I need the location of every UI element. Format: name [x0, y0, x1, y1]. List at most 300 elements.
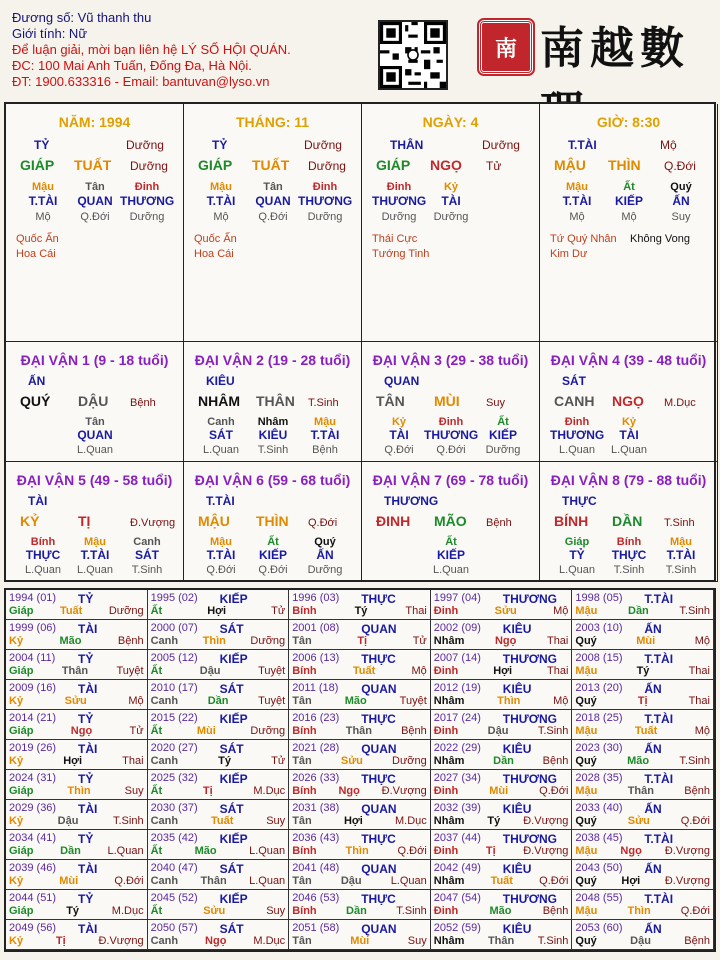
ten-god-star: TỶ	[212, 138, 228, 152]
year-branch: Sửu	[64, 695, 87, 707]
year-cell	[6, 590, 148, 620]
year-label: 2052 (59)	[433, 922, 481, 934]
year-star: T.TÀI	[644, 832, 674, 846]
year-stage: Tử	[412, 635, 427, 647]
year-cell	[6, 740, 148, 770]
year-stem: Quý	[575, 875, 597, 887]
hidden-star: T.TÀI	[206, 548, 236, 562]
year-stem: Quý	[575, 695, 597, 707]
year-label: 2016 (23)	[292, 712, 340, 724]
shensha-item: Hoa Cái	[16, 248, 56, 260]
year-stem: Mậu	[575, 845, 598, 857]
hidden-stem: Kỷ	[621, 416, 637, 428]
hidden-star: THỰC	[611, 548, 647, 562]
year-cell	[148, 710, 290, 740]
year-cell	[6, 710, 148, 740]
year-stem: Ất	[150, 845, 163, 857]
year-stage: Tử	[271, 605, 286, 617]
year-label: 2049 (56)	[9, 922, 57, 934]
year-label: 2009 (16)	[9, 682, 57, 694]
hidden-star: THỰC	[25, 548, 61, 562]
year-stem: Nhâm	[433, 875, 465, 887]
year-star: SÁT	[219, 922, 244, 936]
year-stage: Bệnh	[117, 635, 144, 647]
life-stage: M.Dục	[664, 397, 696, 409]
heavenly-stem: GIÁP	[20, 157, 55, 173]
year-stage: Mộ	[694, 635, 710, 647]
hidden-stage: T.Sinh	[613, 564, 645, 576]
year-stem-branch	[151, 845, 286, 857]
year-stem-branch	[292, 905, 427, 917]
year-branch: Tuất	[634, 725, 658, 737]
qr-code[interactable]	[378, 20, 448, 90]
year-stem-branch	[575, 845, 710, 857]
year-stem-branch	[292, 695, 427, 707]
year-branch: Thân	[61, 665, 89, 677]
year-label: 2040 (47)	[150, 862, 198, 874]
dai-van-title: ĐẠI VẬN 8 (79 - 88 tuổi)	[550, 472, 707, 488]
year-stem: Mậu	[575, 605, 598, 617]
year-cell	[431, 590, 573, 620]
hidden-stage: T.Sinh	[257, 444, 289, 456]
life-stage: Dưỡng	[308, 159, 346, 173]
year-label: 2010 (17)	[150, 682, 198, 694]
hidden-stem: Kỷ	[391, 416, 407, 428]
heavenly-stem: MẬU	[198, 513, 230, 529]
pillar-title: THÁNG: 11	[235, 114, 310, 130]
year-branch: Thân	[345, 725, 372, 737]
hidden-star: ẤN	[316, 548, 334, 562]
year-star: THỰC	[361, 832, 396, 846]
year-stage: Thai	[546, 665, 569, 677]
year-stem: Canh	[150, 635, 179, 647]
ten-god-star: ẤN	[28, 374, 46, 388]
year-star: QUAN	[361, 802, 397, 816]
year-stem-branch	[434, 755, 569, 767]
year-branch: Sửu	[627, 815, 650, 827]
hidden-stem: Đinh	[438, 416, 464, 428]
dai-van-box	[184, 342, 362, 462]
year-branch: Thìn	[627, 905, 651, 917]
year-stage: Tuyệt	[116, 665, 144, 677]
shensha-item: Quốc Ấn	[194, 233, 237, 245]
year-stem-branch	[151, 695, 286, 707]
year-branch: Hợi	[493, 665, 513, 677]
year-cell	[431, 710, 573, 740]
year-stem: Bính	[292, 725, 317, 737]
year-stem: Nhâm	[433, 635, 465, 647]
year-branch: Thân	[627, 785, 654, 797]
year-branch: Thìn	[67, 785, 91, 797]
year-star: THƯƠNG	[502, 592, 557, 606]
year-stem-branch	[292, 815, 427, 827]
year-stage: Tử	[129, 725, 144, 737]
year-stem: Mậu	[575, 905, 598, 917]
year-cell	[431, 770, 573, 800]
hidden-stage: L.Quan	[76, 564, 114, 576]
year-label: 2053 (60)	[575, 922, 623, 934]
year-stem: Mậu	[575, 665, 598, 677]
year-stem-branch	[9, 875, 144, 887]
hidden-stage: L.Quan	[558, 564, 596, 576]
year-stem-branch	[151, 635, 286, 647]
year-branch: Dần	[60, 845, 81, 857]
year-label: 2020 (27)	[150, 742, 198, 754]
heavenly-stem: GIÁP	[376, 157, 411, 173]
pillar-box	[6, 104, 184, 342]
year-branch: Ngọ	[620, 845, 642, 857]
year-stem-branch	[292, 845, 427, 857]
year-stem-branch	[292, 635, 427, 647]
year-stem-branch	[575, 755, 710, 767]
year-branch: Sửu	[340, 755, 363, 767]
year-star: KIẾP	[219, 772, 248, 786]
hidden-stem: Mậu	[210, 181, 232, 193]
year-label: 2043 (50)	[575, 862, 623, 874]
year-stage: T.Sinh	[396, 905, 427, 917]
year-star: TỶ	[78, 832, 94, 846]
year-cell	[6, 800, 148, 830]
year-cell	[431, 800, 573, 830]
earthly-branch: TUẤT	[74, 157, 112, 173]
year-star: KIÊU	[502, 622, 532, 636]
shensha-item: Tướng Tinh	[372, 248, 430, 260]
year-stage: Tử	[271, 755, 286, 767]
year-star: T.TÀI	[644, 892, 674, 906]
year-stem: Nhâm	[433, 755, 465, 767]
year-cell	[289, 800, 431, 830]
year-star: TỶ	[78, 892, 94, 906]
year-cell	[289, 890, 431, 920]
year-star: KIẾP	[219, 712, 248, 726]
year-star: SÁT	[219, 622, 244, 636]
year-branch: Dần	[493, 755, 514, 767]
heavenly-stem: BÍNH	[554, 513, 589, 529]
dai-van-title: ĐẠI VẬN 4 (39 - 48 tuổi)	[550, 352, 707, 368]
life-stage: Q.Đới	[308, 517, 338, 529]
hidden-star: QUAN	[77, 194, 113, 208]
year-stem: Canh	[150, 695, 179, 707]
hidden-stem: Đinh	[134, 181, 160, 193]
hidden-stem: Đinh	[312, 181, 338, 193]
year-branch: Mão	[627, 755, 650, 767]
year-branch: Tý	[66, 905, 80, 917]
year-stage: L.Quan	[390, 875, 427, 887]
year-branch: Tý	[636, 665, 650, 677]
year-cell	[148, 650, 290, 680]
year-stem-branch	[575, 635, 710, 647]
year-branch: Mùi	[350, 935, 370, 947]
hidden-star: THƯƠNG	[298, 194, 353, 208]
year-cell	[572, 590, 714, 620]
year-label: 1995 (02)	[150, 592, 198, 604]
year-branch: Mùi	[59, 875, 79, 887]
year-stem: Kỷ	[9, 875, 24, 887]
year-cell	[572, 860, 714, 890]
hidden-star: T.TÀI	[666, 548, 696, 562]
year-stem: Tân	[292, 695, 312, 707]
year-stage: T.Sinh	[537, 725, 569, 737]
hidden-stage: Mộ	[213, 211, 229, 223]
year-cell	[572, 920, 714, 950]
hidden-stage: Bệnh	[312, 444, 338, 456]
year-star: TỶ	[78, 592, 94, 606]
year-stem-branch	[434, 665, 569, 677]
year-cell	[148, 800, 290, 830]
hidden-star: SÁT	[209, 428, 233, 442]
dai-van-box	[184, 462, 362, 582]
year-label: 2018 (25)	[575, 712, 623, 724]
hidden-stage: Dưỡng	[381, 211, 417, 223]
year-star: THƯƠNG	[502, 712, 557, 726]
brand-title: 南越數	[540, 23, 688, 74]
ten-god-star: THÂN	[390, 138, 424, 152]
dai-van-box	[6, 462, 184, 582]
shensha-item: Thái Cực	[372, 233, 418, 245]
hidden-stage: L.Quan	[202, 444, 240, 456]
year-stem: Đinh	[433, 725, 459, 737]
year-stem: Kỷ	[9, 635, 24, 647]
year-cell	[6, 830, 148, 860]
year-stem: Canh	[150, 755, 179, 767]
year-branch: Thân	[487, 935, 515, 947]
heavenly-stem: GIÁP	[198, 157, 233, 173]
hidden-star: QUAN	[255, 194, 291, 208]
year-stage: Mộ	[411, 665, 427, 677]
year-stem-branch	[575, 785, 710, 797]
hidden-star: T.TÀI	[206, 194, 236, 208]
year-branch: Tị	[357, 635, 368, 647]
year-stem-branch	[151, 755, 286, 767]
year-label: 2034 (41)	[9, 832, 57, 844]
year-star: TỶ	[78, 712, 94, 726]
hidden-stage: Q.Đới	[206, 564, 236, 576]
earthly-branch: MÙI	[434, 393, 460, 409]
hidden-star: KIẾP	[436, 548, 465, 562]
heavenly-stem: KỶ	[20, 513, 40, 529]
year-branch: Dậu	[57, 815, 79, 827]
year-star: KIẾP	[219, 892, 248, 906]
year-stem: Canh	[150, 815, 179, 827]
ten-god-star: T.TÀI	[568, 138, 597, 152]
year-stage: Suy	[266, 905, 286, 917]
hidden-stage: Mộ	[569, 211, 585, 223]
year-cell	[6, 620, 148, 650]
year-label: 1998 (05)	[575, 592, 623, 604]
year-star: ẤN	[644, 682, 662, 696]
year-label: 2029 (36)	[9, 802, 57, 814]
year-branch: Ngọ	[205, 935, 227, 947]
pillar-box	[184, 104, 362, 342]
year-stage: Suy	[407, 935, 427, 947]
year-label: 2031 (38)	[292, 802, 340, 814]
dai-van-title: ĐẠI VẬN 6 (59 - 68 tuổi)	[194, 472, 351, 488]
hidden-stem: Ất	[623, 181, 635, 193]
year-label: 2050 (57)	[150, 922, 198, 934]
shensha-item: Hoa Cái	[194, 248, 234, 260]
year-stem-branch	[151, 785, 286, 797]
hidden-stage: L.Quan	[24, 564, 62, 576]
year-star: SÁT	[219, 802, 244, 816]
year-stage: Đ.Vượng	[664, 845, 710, 857]
qr-code-icon	[380, 22, 446, 88]
year-stem-branch	[575, 935, 710, 947]
year-stem: Bính	[292, 605, 317, 617]
year-stem: Quý	[575, 815, 597, 827]
hidden-star: THƯƠNG	[120, 194, 175, 208]
year-stem-branch	[292, 665, 427, 677]
year-stem: Quý	[575, 935, 597, 947]
year-stem-branch	[434, 635, 569, 647]
year-label: 2002 (09)	[433, 622, 481, 634]
year-star: THƯƠNG	[502, 652, 557, 666]
year-branch: Tị	[202, 785, 213, 797]
hidden-stage: L.Quan	[558, 444, 596, 456]
year-label: 2044 (51)	[9, 892, 57, 904]
year-star: KIẾP	[219, 592, 248, 606]
year-stage: Dưỡng	[108, 605, 144, 617]
hidden-stage: Dưỡng	[307, 211, 343, 223]
hidden-star: KIẾP	[488, 428, 517, 442]
year-cell	[148, 680, 290, 710]
year-cell	[431, 890, 573, 920]
year-stem-branch	[292, 785, 427, 797]
hidden-stage: Q.Đới	[258, 211, 288, 223]
year-stem: Nhâm	[433, 695, 465, 707]
pillar-title: GIỜ: 8:30	[596, 114, 661, 130]
year-label: 2011 (18)	[292, 682, 339, 694]
hidden-stage: Dưỡng	[485, 444, 521, 456]
year-stem-branch	[151, 815, 286, 827]
heavenly-stem: CANH	[554, 393, 595, 409]
year-stem: Quý	[575, 755, 597, 767]
dai-van-title: ĐẠI VẬN 2 (19 - 28 tuổi)	[194, 352, 351, 368]
hidden-stem: Ất	[497, 416, 509, 428]
year-branch: Thân	[200, 875, 227, 887]
year-stage: Tuyệt	[399, 695, 427, 707]
year-stem: Tân	[292, 635, 312, 647]
year-label: 2022 (29)	[433, 742, 481, 754]
year-label: 2000 (07)	[150, 622, 198, 634]
year-branch: Ngọ	[338, 785, 360, 797]
year-star: QUAN	[361, 742, 397, 756]
year-stage: Thai	[688, 665, 710, 677]
hidden-star: THƯƠNG	[424, 428, 479, 442]
year-stem-branch	[292, 755, 427, 767]
year-cell	[6, 920, 148, 950]
hidden-stage: T.Sinh	[131, 564, 163, 576]
earthly-branch: TỊ	[78, 513, 91, 529]
year-stage: Thai	[122, 755, 144, 767]
hidden-star: ẤN	[672, 194, 690, 208]
dai-van-box	[540, 462, 718, 582]
year-cell	[148, 620, 290, 650]
life-stage: Bệnh	[130, 397, 156, 409]
year-branch: Mão	[489, 905, 512, 917]
year-label: 2015 (22)	[150, 712, 198, 724]
ten-god-star: TÀI	[28, 494, 48, 508]
pillar-title: NGÀY: 4	[422, 114, 479, 130]
year-stem: Giáp	[9, 905, 34, 917]
year-stem-branch	[9, 635, 144, 647]
year-branch: Hợi	[207, 605, 227, 617]
year-branch: Mùi	[196, 725, 216, 737]
year-star: SÁT	[219, 742, 244, 756]
year-label: 2021 (28)	[292, 742, 340, 754]
header-line: Giới tính: Nữ	[12, 26, 88, 41]
hidden-stage: Dưỡng	[129, 211, 165, 223]
year-star: ẤN	[644, 862, 662, 876]
hidden-star: T.TÀI	[310, 428, 340, 442]
year-cell	[148, 890, 290, 920]
year-stage: T.Sinh	[537, 935, 569, 947]
year-label: 2012 (19)	[433, 682, 481, 694]
hidden-stem: Đinh	[564, 416, 590, 428]
year-cell	[6, 680, 148, 710]
year-stage: L.Quan	[107, 845, 144, 857]
year-stage: Q.Đới	[680, 815, 710, 827]
hidden-stem: Nhâm	[257, 416, 289, 428]
heavenly-stem: TÂN	[376, 393, 405, 409]
hidden-stage: Q.Đới	[436, 444, 466, 456]
year-stem-branch	[434, 725, 569, 737]
year-branch: Tuất	[352, 665, 376, 677]
year-star: KIẾP	[219, 652, 248, 666]
life-stage: Dưỡng	[130, 159, 168, 173]
year-stem-branch	[151, 725, 286, 737]
year-stem-branch	[292, 725, 427, 737]
year-stem: Canh	[150, 935, 179, 947]
year-stem: Mậu	[575, 725, 598, 737]
year-stem-branch	[9, 695, 144, 707]
year-label: 1994 (01)	[9, 592, 57, 604]
year-stage: Đ.Vượng	[98, 935, 144, 947]
year-stage: Q.Đới	[397, 845, 427, 857]
year-branch: Mão	[194, 845, 217, 857]
year-stem: Giáp	[9, 665, 34, 677]
year-stem: Bính	[292, 845, 317, 857]
hidden-stage: L.Quan	[610, 444, 648, 456]
year-stem: Tân	[292, 815, 312, 827]
year-label: 1997 (04)	[433, 592, 481, 604]
header-line: Để luận giải, mời bạn liên hệ LÝ SỐ HỘI QUÁN.	[12, 42, 291, 57]
shensha-item: Tứ Quý Nhân	[550, 233, 617, 245]
year-branch: Mão	[59, 635, 82, 647]
year-stem: Tân	[292, 935, 312, 947]
chart-header	[0, 0, 720, 98]
year-cell	[148, 770, 290, 800]
year-cell	[6, 650, 148, 680]
year-cell	[431, 920, 573, 950]
year-cell	[572, 620, 714, 650]
year-stage: Q.Đới	[114, 875, 144, 887]
year-stem: Đinh	[433, 845, 459, 857]
header-line: ĐC: 100 Mai Anh Tuấn, Đống Đa, Hà Nội.	[12, 58, 252, 73]
year-cell	[148, 740, 290, 770]
hidden-star: KIẾP	[258, 548, 287, 562]
hidden-stage: T.Sinh	[665, 564, 697, 576]
life-stage: Bệnh	[486, 517, 512, 529]
year-branch: Tuất	[59, 605, 83, 617]
hidden-stem: Ất	[445, 536, 457, 548]
hidden-stem: Bính	[30, 536, 56, 548]
year-cell	[572, 830, 714, 860]
year-stage: M.Dục	[394, 815, 427, 827]
year-stem-branch	[575, 665, 710, 677]
earthly-branch: THÂN	[256, 393, 295, 409]
year-cell	[148, 590, 290, 620]
year-stem: Mậu	[575, 785, 598, 797]
